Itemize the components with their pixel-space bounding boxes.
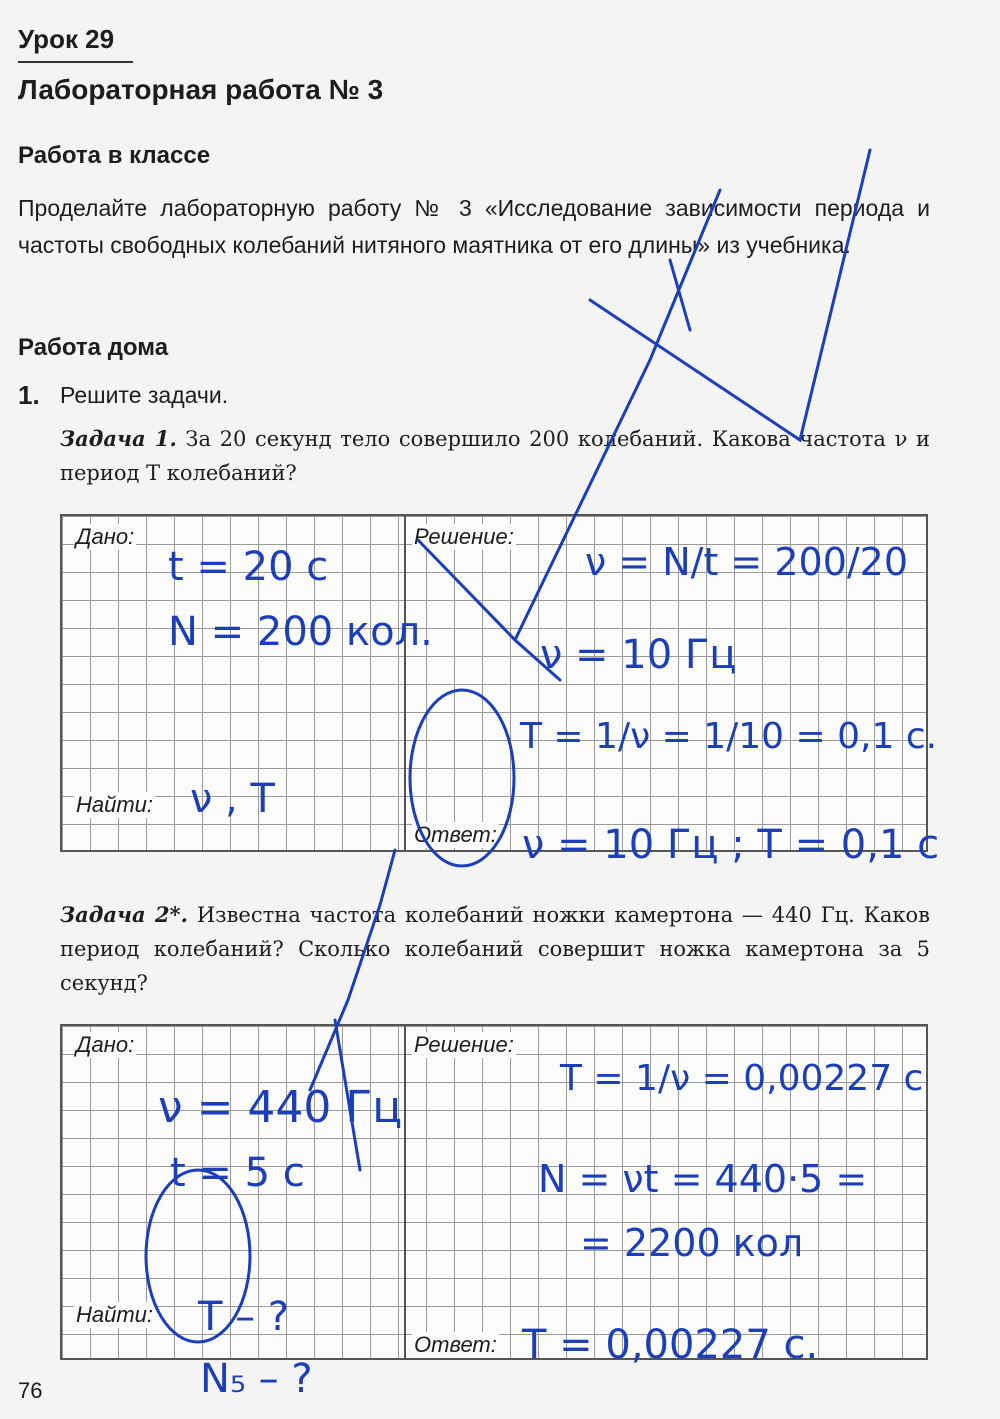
task-1-label: Задача 1. <box>60 426 177 451</box>
hw-t1-sol-1: ν = N/t = 200/20 <box>585 540 909 584</box>
task-1-grid <box>60 514 928 852</box>
solution-label: Решение: <box>414 524 514 549</box>
hw-t2-find-1: T – ? <box>198 1294 290 1340</box>
find-label: Найти: <box>76 792 154 817</box>
hw-t1-answer: ν = 10 Гц ; T = 0,1 c <box>522 822 940 868</box>
item-text: Решите задачи. <box>60 382 229 408</box>
hw-t1-given-1: t = 20 c <box>168 544 329 590</box>
page-number: 76 <box>18 1378 43 1403</box>
hw-t2-given-2: t = 5 c <box>170 1150 305 1196</box>
given-label: Дано: <box>76 1032 135 1057</box>
hw-t2-sol-2: N = νt = 440·5 = <box>538 1157 868 1201</box>
class-work-text: Проделайте лабораторную работу № 3 «Исследование зависимости периода и частоты свободных колебаний нитяного маятника от его длины» из учебника. <box>18 195 930 258</box>
answer-label: Ответ: <box>414 822 497 847</box>
task-2-text: Известна частота колебаний ножки камертона — 440 Гц. Каков период колебаний? Сколько колебаний совершит ножка камертона за 5 секунд? <box>60 903 930 995</box>
grid-divider <box>404 1026 406 1358</box>
lesson-heading: Урок 29 <box>18 24 133 63</box>
task-1-text: За 20 секунд тело совершило 200 колебаний. Какова частота ν и период Т колебаний? <box>60 427 930 485</box>
home-work-heading: Работа дома <box>18 334 169 361</box>
given-label: Дано: <box>76 524 135 549</box>
hw-t1-sol-2: ν = 10 Гц <box>540 632 737 678</box>
hw-t2-sol-1: T = 1/ν = 0,00227 c <box>560 1058 924 1099</box>
answer-label: Ответ: <box>414 1332 497 1357</box>
task-1 <box>60 422 930 490</box>
hw-t2-answer: T = 0,00227 c. <box>522 1322 819 1368</box>
task-2-grid <box>60 1024 928 1360</box>
ink-stroke <box>670 260 690 330</box>
hw-t2-sol-3: = 2200 кол <box>580 1221 804 1265</box>
lab-title: Лабораторная работа № 3 <box>18 74 384 105</box>
hw-t2-given-1: ν = 440 Гц <box>158 1082 403 1133</box>
grid-divider <box>404 516 406 850</box>
hw-t1-sol-3: T = 1/ν = 1/10 = 0,1 c. <box>520 716 938 757</box>
item-number: 1. <box>18 380 40 410</box>
solution-label: Решение: <box>414 1032 514 1057</box>
hw-t1-given-2: N = 200 кол. <box>168 609 433 655</box>
hw-t2-find-2: N₅ – ? <box>200 1356 313 1402</box>
class-work-heading: Работа в классе <box>18 142 211 169</box>
hw-t1-find: ν , T <box>190 776 275 822</box>
task-2-label: Задача 2*. <box>60 902 188 927</box>
task-2 <box>60 898 930 1000</box>
find-label: Найти: <box>76 1302 154 1327</box>
